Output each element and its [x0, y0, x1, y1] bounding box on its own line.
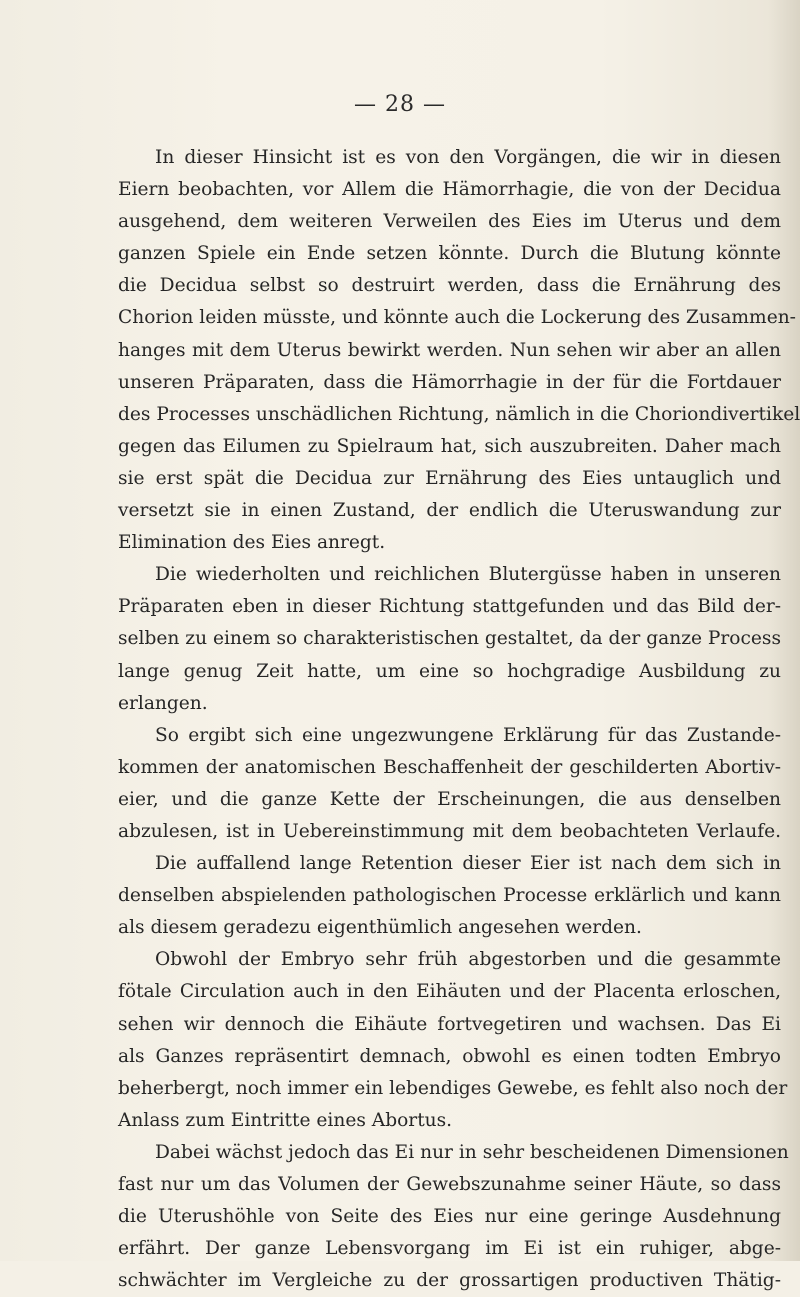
text-line: beherbergt, noch immer ein lebendiges Gewebe, es fehlt also noch der	[118, 1077, 788, 1099]
text-line: kommen der anatomischen Beschaffenheit der geschilderten Abortiv-	[118, 756, 781, 778]
text-line: unseren Präparaten, dass die Hämorrhagie in der für die Fortdauer	[118, 371, 781, 393]
text-line: ausgehend, dem weiteren Verweilen des Eies im Uterus und dem	[118, 211, 781, 233]
text-line: fast nur um das Volumen der Gewebszunahme seiner Häute, so dass	[118, 1174, 781, 1195]
text-line: gegen das Eilumen zu Spielraum hat, sich auszubreiten. Daher mach	[118, 435, 781, 457]
text-line: Elimination des Eies anregt.	[118, 532, 386, 554]
text-line: als diesem geradezu eigenthümlich angesehen werden.	[118, 917, 642, 939]
text-line: selben zu einem so charakteristischen gestaltet, da der ganze Process	[118, 628, 781, 650]
text-line: Anlass zum Eintritte eines Abortus.	[118, 1109, 453, 1131]
text-line: ganzen Spiele ein Ende setzen könnte. Durch die Blutung könnte	[118, 243, 781, 265]
text-line: Obwohl der Embryo sehr früh abgestorben und die gesammte	[155, 949, 781, 971]
page-number: — 28 —	[354, 92, 446, 117]
text-line: die Decidua selbst so destruirt werden, dass die Ernährung des	[118, 275, 781, 297]
text-line: sehen wir dennoch die Eihäute fortvegetiren und wachsen. Das Ei	[118, 1013, 781, 1035]
text-line: als Ganzes repräsentirt demnach, obwohl es einen todten Embryo	[118, 1045, 781, 1067]
text-line: schwächter im Vergleiche zu der grossartigen productiven Thätig-	[118, 1270, 781, 1292]
text-line: Eiern beobachten, vor Allem die Hämorrhagie, die von der Decidua	[118, 179, 781, 201]
text-line: Die auffallend lange Retention dieser Eier ist nach dem sich in	[155, 853, 781, 875]
text-line: die Uterushöhle von Seite des Eies nur eine geringe Ausdehnung	[118, 1206, 781, 1228]
text-line: sie erst spät die Decidua zur Ernährung des Eies untauglich und	[118, 467, 781, 489]
text-line: versetzt sie in einen Zustand, der endlich die Uteruswandung zur	[118, 500, 781, 522]
text-line: Chorion leiden müsste, und könnte auch die Lockerung des Zusammen-	[118, 307, 796, 329]
text-line: In dieser Hinsicht ist es von den Vorgängen, die wir in diesen	[155, 147, 781, 168]
text-line: fötale Circulation auch in den Eihäuten und der Placenta erloschen,	[118, 981, 781, 1003]
text-line: Die wiederholten und reichlichen Blutergüsse haben in unseren	[155, 564, 781, 586]
text-line: erfährt. Der ganze Lebensvorgang im Ei ist ein ruhiger, abge-	[118, 1238, 781, 1260]
text-line: lange genug Zeit hatte, um eine so hochgradige Ausbildung zu	[118, 660, 781, 682]
text-line: abzulesen, ist in Uebereinstimmung mit dem beobachteten Verlaufe.	[118, 820, 781, 842]
text-line: denselben abspielenden pathologischen Processe erklärlich und kann	[118, 885, 781, 907]
text-line: eier, und die ganze Kette der Erscheinungen, die aus denselben	[118, 788, 781, 810]
text-line: hanges mit dem Uterus bewirkt werden. Nun sehen wir aber an allen	[118, 339, 781, 361]
body-text	[118, 142, 800, 1297]
text-line: Präparaten eben in dieser Richtung stattgefunden und das Bild der-	[118, 596, 781, 618]
text-line: erlangen.	[118, 692, 208, 714]
text-line: des Processes unschädlichen Richtung, nämlich in die Choriondivertikel	[118, 403, 800, 425]
text-line: Dabei wächst jedoch das Ei nur in sehr bescheidenen Dimensionen	[155, 1141, 789, 1163]
text-line: So ergibt sich eine ungezwungene Erklärung für das Zustande-	[155, 724, 781, 746]
